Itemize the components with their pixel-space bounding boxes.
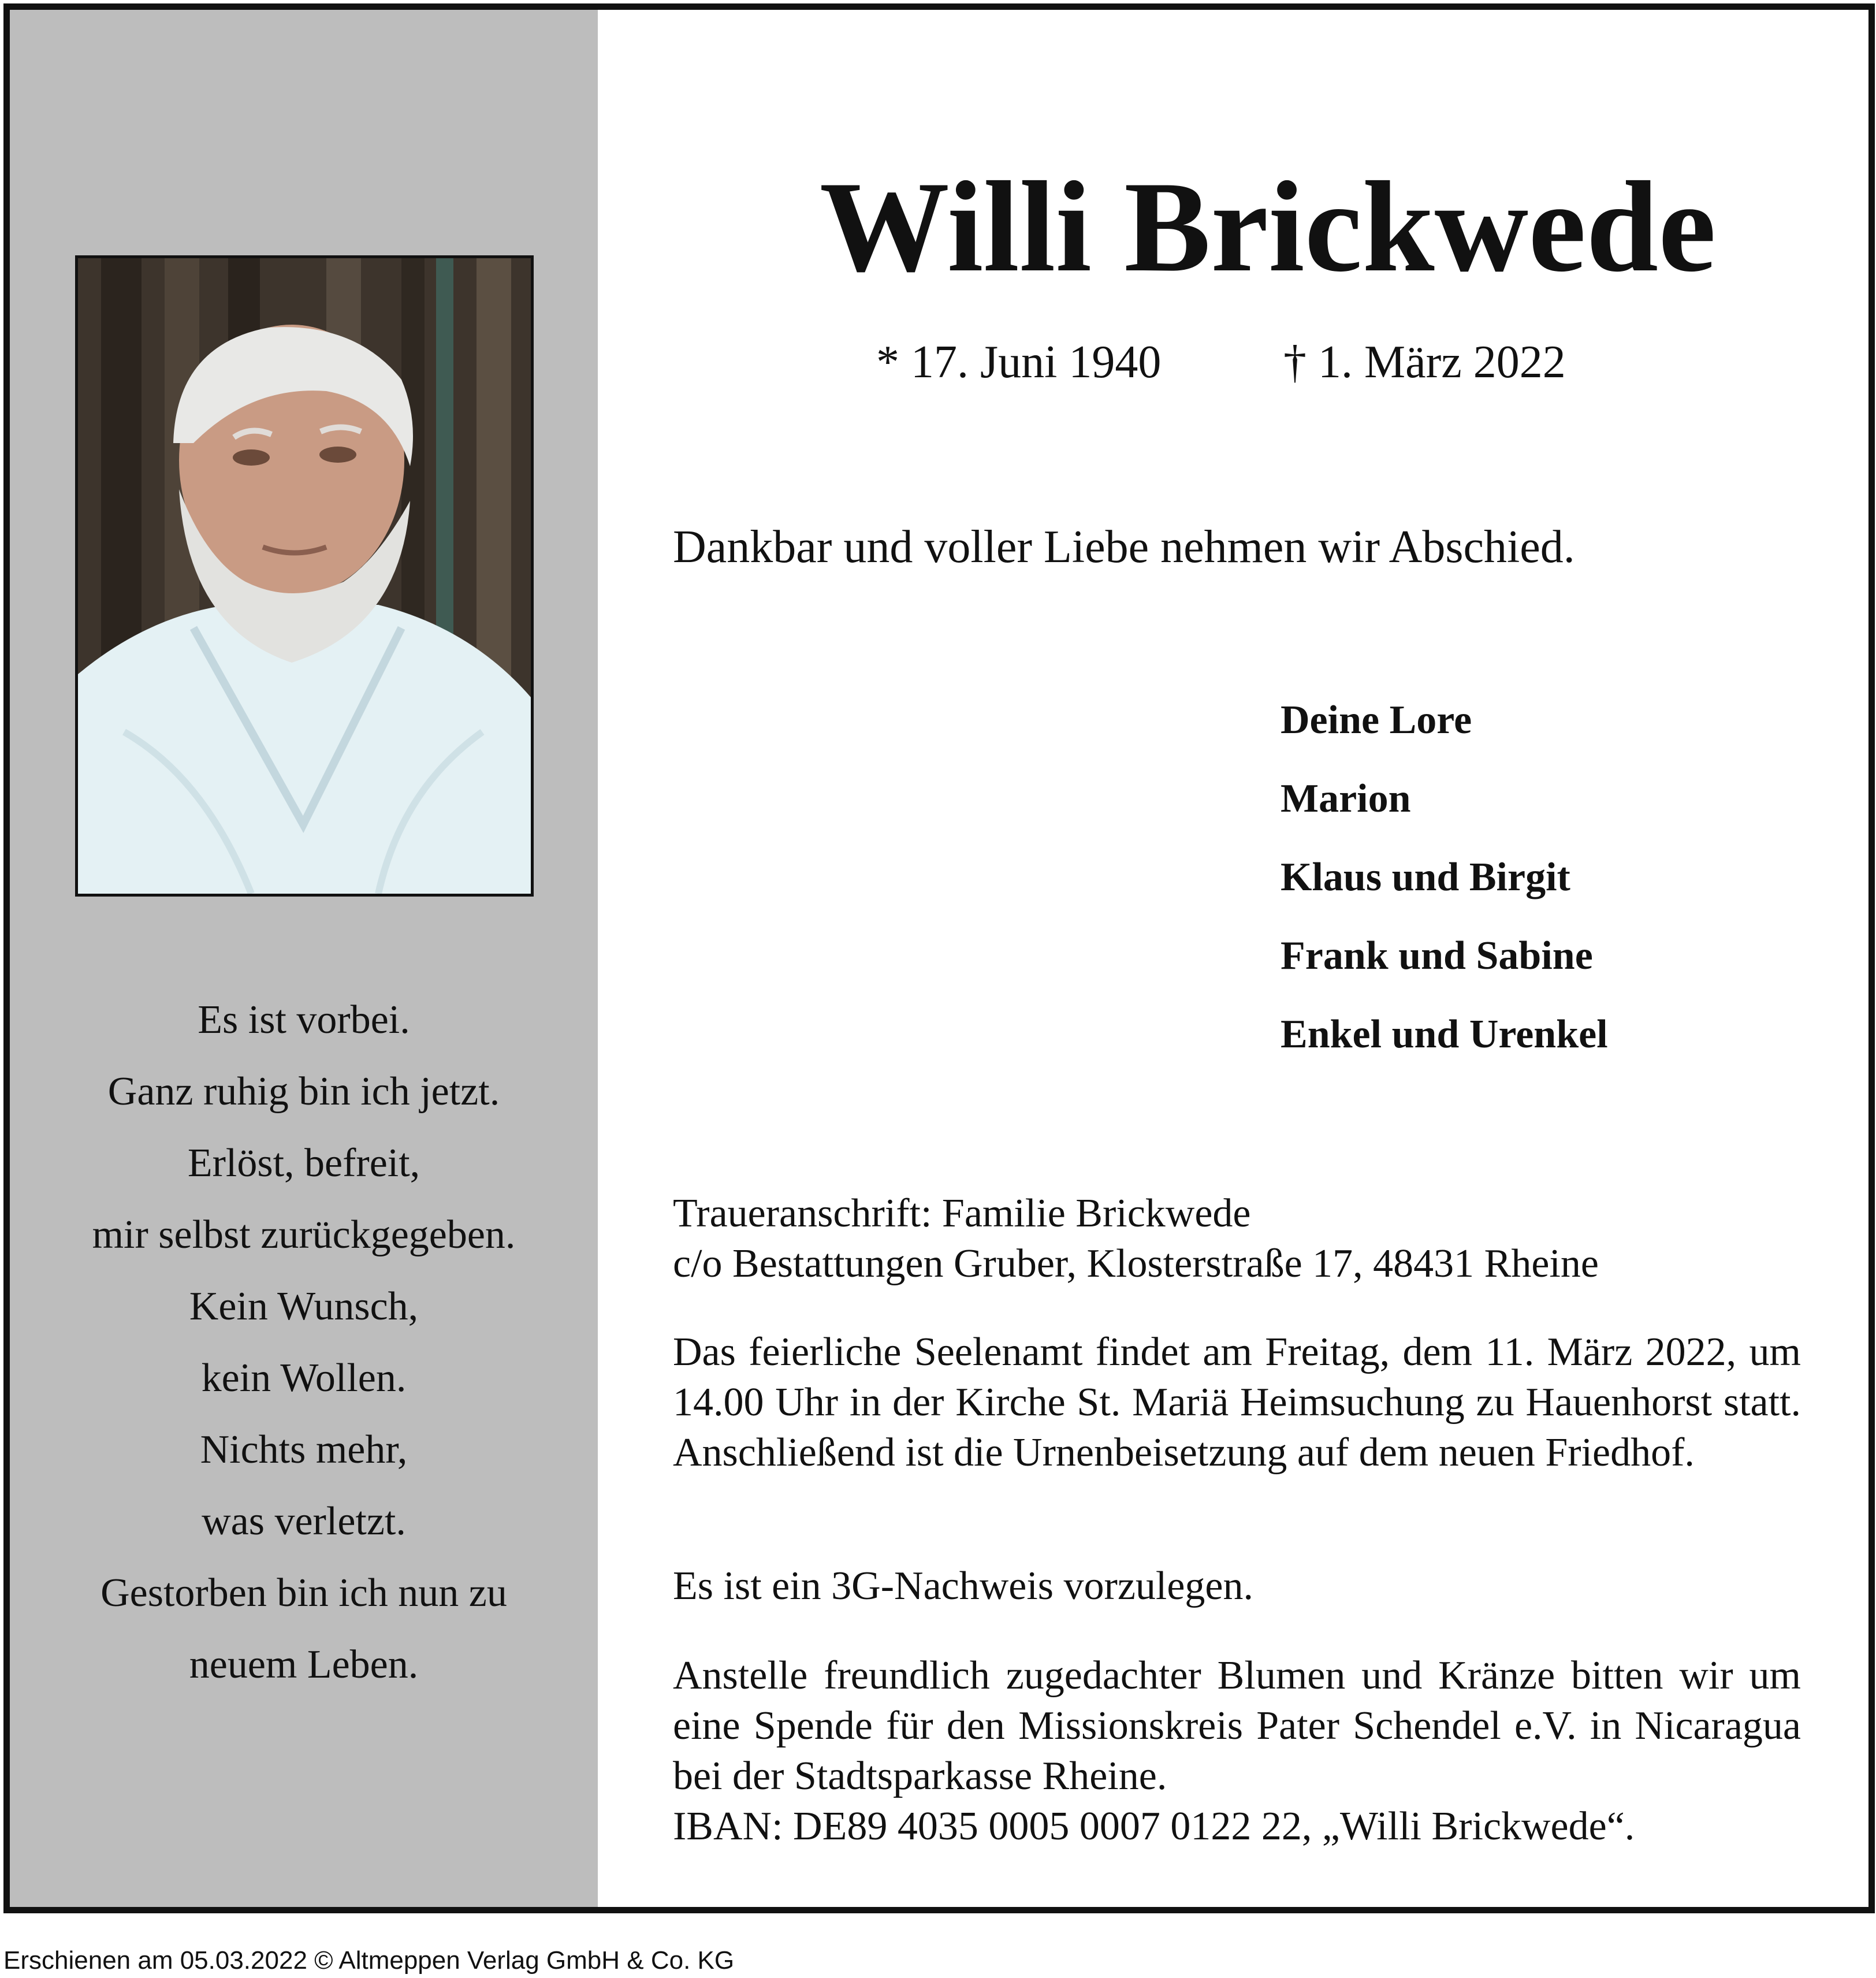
left-panel xyxy=(10,10,598,1907)
mourner-name: Marion xyxy=(1281,776,1411,821)
donation-request xyxy=(673,1650,1801,1851)
mourner-name: Deine Lore xyxy=(1281,698,1472,742)
poem-line: neuem Leben. xyxy=(189,1642,419,1687)
mourner-name: Frank und Sabine xyxy=(1281,934,1593,978)
poem-line: Kein Wunsch, xyxy=(189,1284,419,1329)
death-date: † 1. März 2022 xyxy=(1283,337,1566,388)
portrait-photo xyxy=(75,255,534,897)
poem-line: mir selbst zurückgegeben. xyxy=(92,1213,516,1257)
poem-line: Es ist vorbei. xyxy=(198,998,410,1042)
poem xyxy=(10,984,598,1701)
portrait-image xyxy=(78,258,531,894)
birth-date: * 17. Juni 1940 xyxy=(876,337,1162,388)
poem-line: Ganz ruhig bin ich jetzt. xyxy=(107,1069,500,1114)
address-line: c/o Bestattungen Gruber, Klosterstraße 17, 48431 Rheine xyxy=(673,1241,1599,1286)
poem-line: kein Wollen. xyxy=(201,1356,407,1400)
poem-line: Erlöst, befreit, xyxy=(187,1141,420,1185)
poem-line: was verletzt. xyxy=(202,1499,406,1544)
service-details: Das feierliche Seelenamt findet am Freitag, dem 11. März 2022, um 14.00 Uhr in der Kirche St. Mariä Heimsuchung zu Hauenhorst statt. Anschließend ist die Urnenbeisetzung auf dem neuen Friedhof. xyxy=(673,1330,1801,1475)
farewell-line: Dankbar und voller Liebe nehmen wir Abschied. xyxy=(673,522,1575,572)
publication-credit: Erschienen am 05.03.2022 © Altmeppen Verlag GmbH & Co. KG xyxy=(3,1946,735,1975)
mourners-list xyxy=(1281,689,1608,1081)
mourner-name: Klaus und Birgit xyxy=(1281,855,1570,899)
covid-notice: Es ist ein 3G-Nachweis vorzulegen. xyxy=(673,1564,1253,1608)
address-line: Traueranschrift: Familie Brickwede xyxy=(673,1191,1251,1236)
obituary-notice xyxy=(3,3,1875,1913)
mourner-name: Enkel und Urenkel xyxy=(1281,1012,1608,1057)
poem-line: Gestorben bin ich nun zu xyxy=(100,1571,507,1615)
poem-line: Nichts mehr, xyxy=(200,1427,408,1472)
deceased-name: Willi Brickwede xyxy=(819,154,1717,299)
mourning-address xyxy=(673,1188,1801,1289)
donation-text: Anstelle freundlich zugedachter Blumen und Kränze bitten wir um eine Spende für den Missionskreis Pater Schendel e.V. in Nicaragua bei der Stadtsparkasse Rheine. xyxy=(673,1653,1801,1798)
iban-line: IBAN: DE89 4035 0005 0007 0122 22, „Willi Brickwede“. xyxy=(673,1804,1635,1849)
